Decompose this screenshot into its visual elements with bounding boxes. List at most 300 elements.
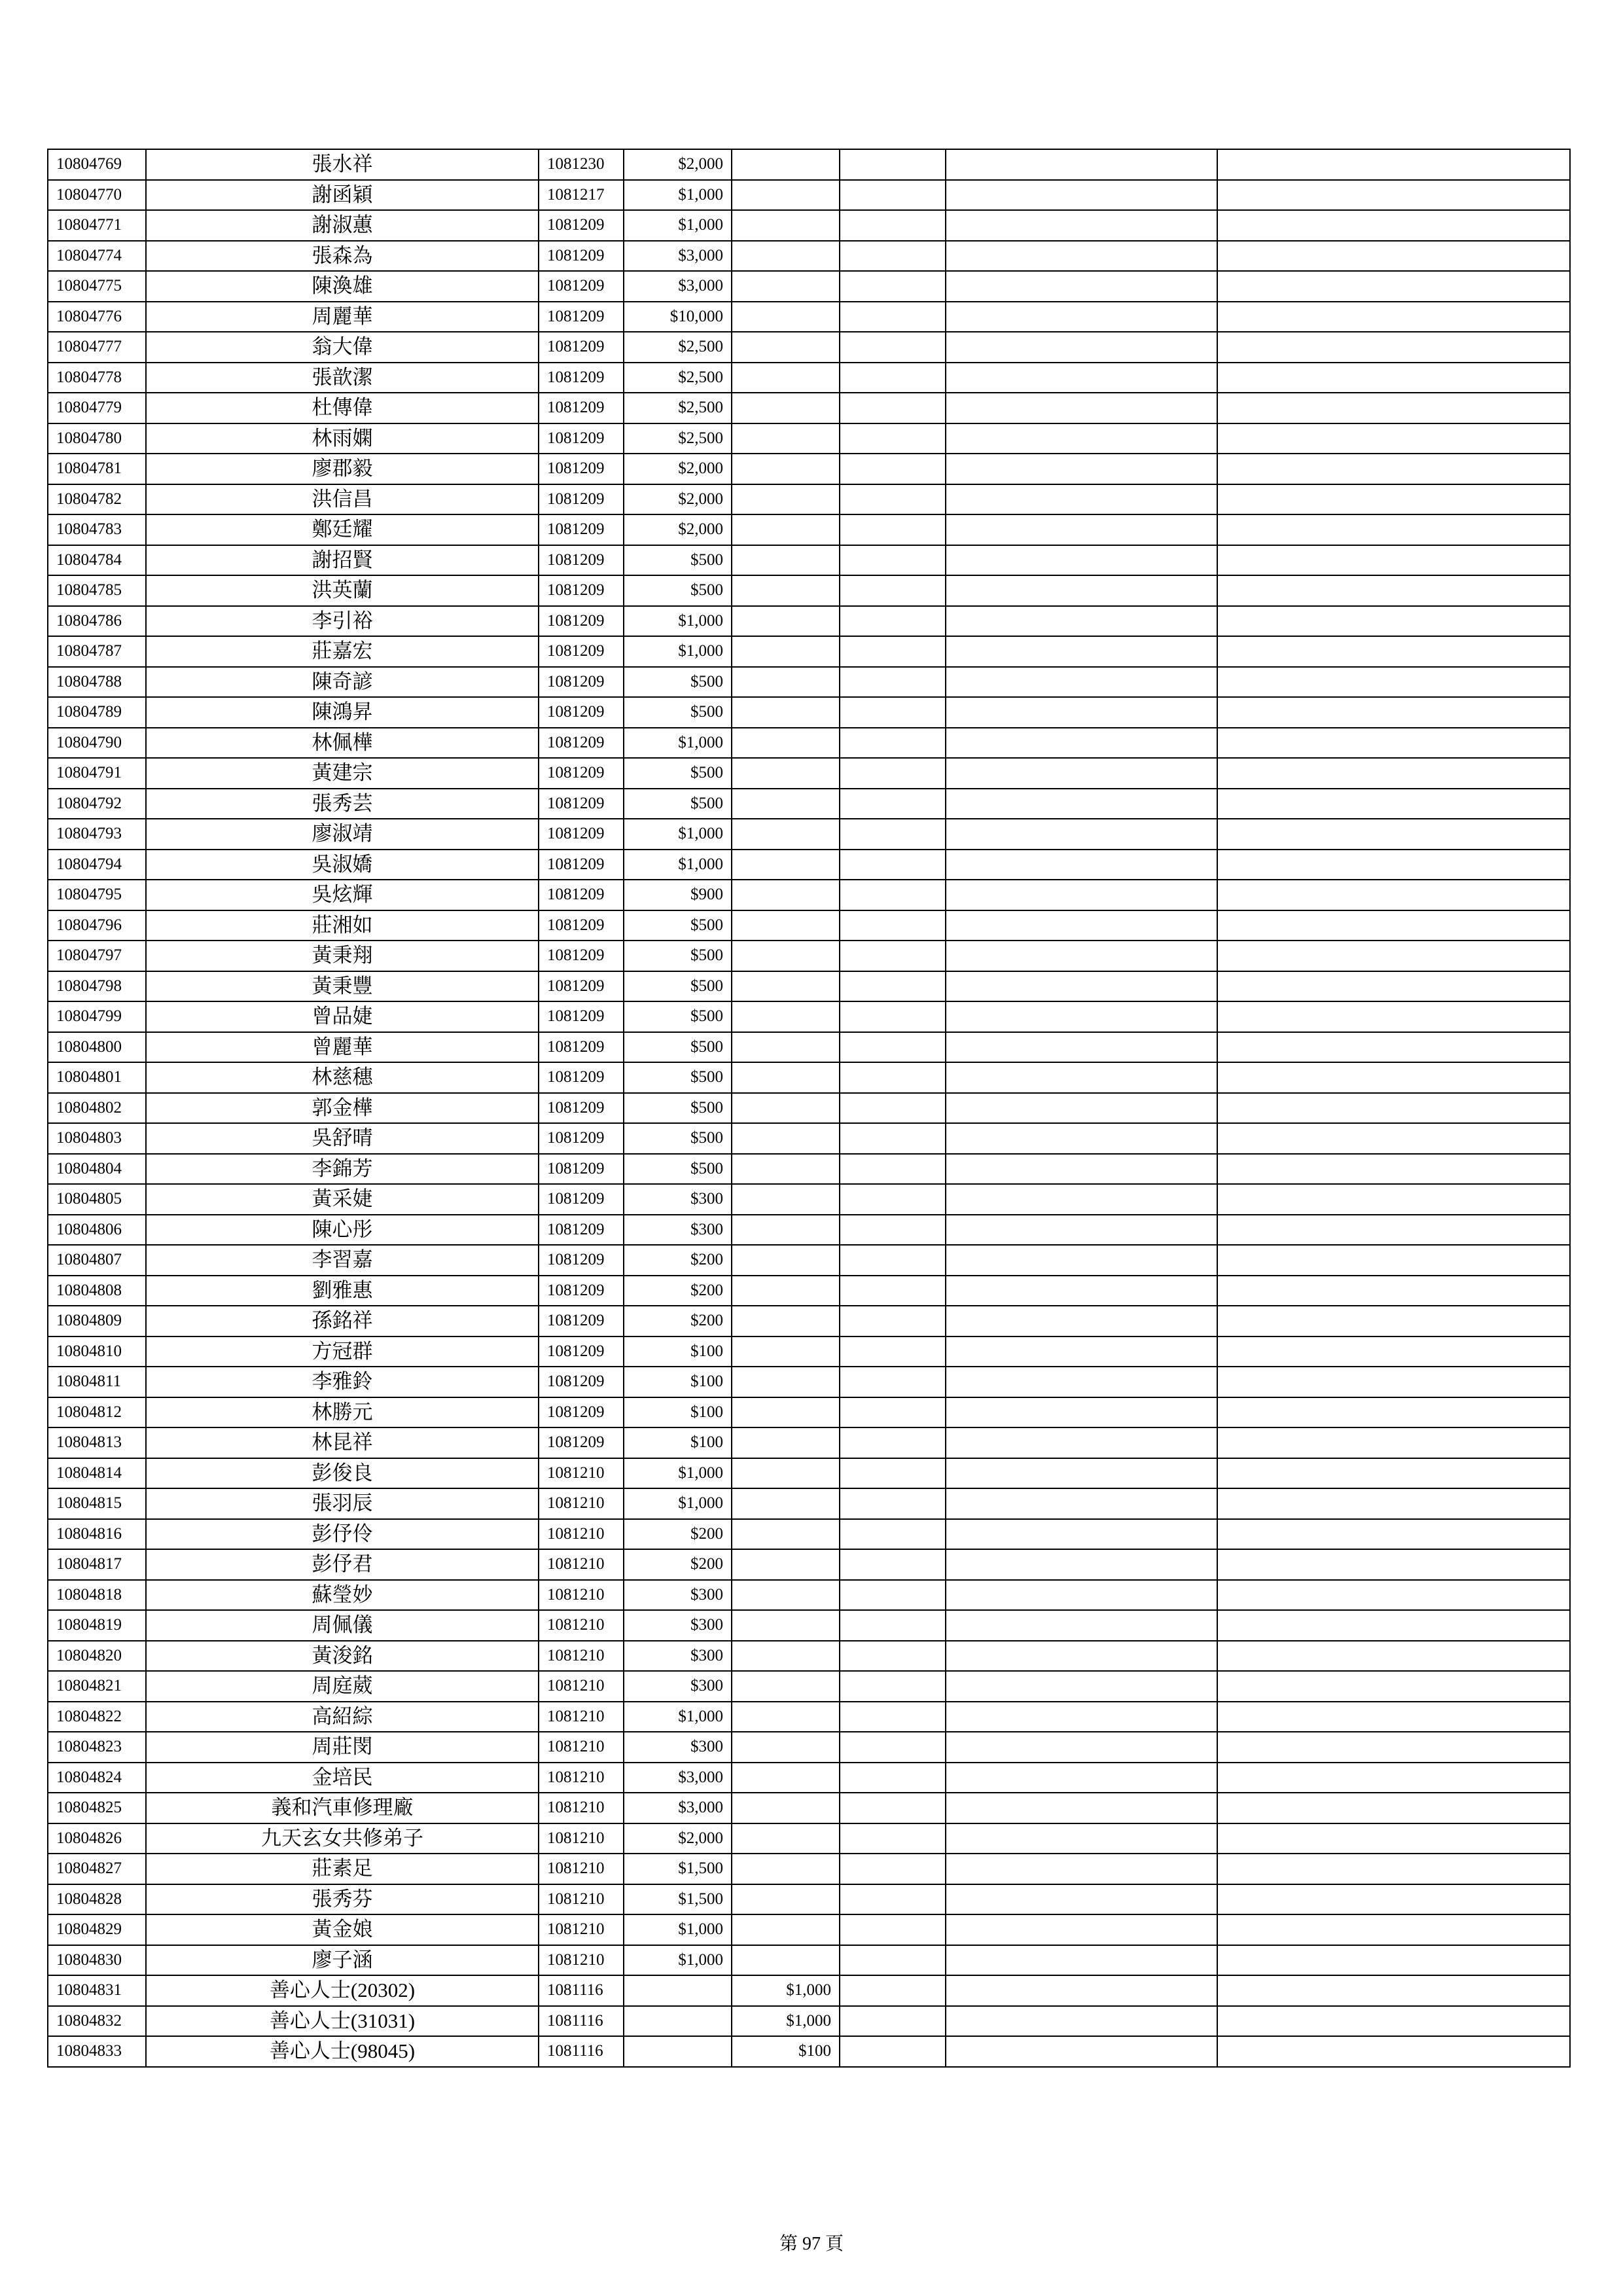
empty-cell <box>946 484 1217 515</box>
amount-cell: $500 <box>624 971 732 1002</box>
empty-cell <box>946 1671 1217 1702</box>
amount-cell: $200 <box>624 1549 732 1580</box>
donor-name-cell: 洪信昌 <box>146 484 539 515</box>
empty-cell <box>1217 758 1570 789</box>
table-row <box>48 302 1570 332</box>
empty-cell <box>1217 636 1570 667</box>
amount-cell: $2,500 <box>624 363 732 393</box>
receipt-number-cell: 10804819 <box>48 1610 146 1641</box>
date-cell: 1081209 <box>539 1215 624 1246</box>
receipt-number-cell: 10804832 <box>48 2006 146 2037</box>
donor-name-cell: 黃采婕 <box>146 1184 539 1215</box>
receipt-number-cell: 10804801 <box>48 1062 146 1093</box>
empty-cell <box>1217 910 1570 941</box>
empty-cell <box>840 2006 946 2037</box>
second-amount-cell <box>732 1914 840 1945</box>
empty-cell <box>946 910 1217 941</box>
empty-cell <box>840 149 946 180</box>
receipt-number-cell: 10804807 <box>48 1245 146 1276</box>
empty-cell <box>1217 1276 1570 1306</box>
date-cell: 1081116 <box>539 2036 624 2067</box>
table-row <box>48 1945 1570 1976</box>
date-cell: 1081209 <box>539 850 624 880</box>
amount-cell: $1,000 <box>624 1914 732 1945</box>
empty-cell <box>1217 514 1570 545</box>
donor-name-cell: 李引裕 <box>146 606 539 637</box>
empty-cell <box>840 1276 946 1306</box>
donor-name-cell: 林雨嫻 <box>146 423 539 454</box>
date-cell: 1081210 <box>539 1671 624 1702</box>
donor-name-cell: 張秀芬 <box>146 1884 539 1915</box>
table-row <box>48 1763 1570 1793</box>
empty-cell <box>1217 180 1570 211</box>
table-row <box>48 1093 1570 1124</box>
donor-name-cell: 陳鴻昇 <box>146 697 539 728</box>
empty-cell <box>1217 241 1570 272</box>
table-row <box>48 1306 1570 1336</box>
empty-cell <box>1217 1397 1570 1428</box>
empty-cell <box>840 1093 946 1124</box>
empty-cell <box>1217 1975 1570 2006</box>
second-amount-cell <box>732 728 840 759</box>
empty-cell <box>840 910 946 941</box>
table-row <box>48 423 1570 454</box>
table-row <box>48 606 1570 637</box>
empty-cell <box>840 636 946 667</box>
empty-cell <box>840 1945 946 1976</box>
empty-cell <box>946 332 1217 363</box>
date-cell: 1081209 <box>539 667 624 698</box>
empty-cell <box>840 941 946 971</box>
empty-cell <box>1217 1123 1570 1154</box>
empty-cell <box>1217 789 1570 819</box>
table-row <box>48 1549 1570 1580</box>
amount-cell: $500 <box>624 1154 732 1185</box>
amount-cell: $10,000 <box>624 302 732 332</box>
empty-cell <box>946 1427 1217 1458</box>
donor-name-cell: 陳心彤 <box>146 1215 539 1246</box>
receipt-number-cell: 10804816 <box>48 1519 146 1550</box>
amount-cell: $2,000 <box>624 454 732 484</box>
date-cell: 1081209 <box>539 1184 624 1215</box>
second-amount-cell <box>732 850 840 880</box>
date-cell: 1081209 <box>539 1001 624 1032</box>
second-amount-cell <box>732 1001 840 1032</box>
empty-cell <box>840 2036 946 2067</box>
donor-name-cell: 李錦芳 <box>146 1154 539 1185</box>
amount-cell: $2,000 <box>624 514 732 545</box>
table-row <box>48 636 1570 667</box>
table-row <box>48 514 1570 545</box>
empty-cell <box>946 454 1217 484</box>
donor-name-cell: 林慈穗 <box>146 1062 539 1093</box>
empty-cell <box>1217 302 1570 332</box>
table-row <box>48 1793 1570 1823</box>
table-row <box>48 1154 1570 1185</box>
amount-cell: $2,500 <box>624 423 732 454</box>
donor-name-cell: 黃秉翔 <box>146 941 539 971</box>
amount-cell: $300 <box>624 1671 732 1702</box>
date-cell: 1081210 <box>539 1823 624 1854</box>
amount-cell: $300 <box>624 1641 732 1672</box>
empty-cell <box>840 1397 946 1428</box>
empty-cell <box>840 1641 946 1672</box>
second-amount-cell <box>732 880 840 910</box>
empty-cell <box>946 1062 1217 1093</box>
empty-cell <box>946 667 1217 698</box>
empty-cell <box>1217 1001 1570 1032</box>
table-row <box>48 1123 1570 1154</box>
second-amount-cell <box>732 241 840 272</box>
amount-cell: $1,000 <box>624 636 732 667</box>
receipt-number-cell: 10804827 <box>48 1854 146 1884</box>
table-row <box>48 1732 1570 1763</box>
second-amount-cell <box>732 1519 840 1550</box>
receipt-number-cell: 10804785 <box>48 575 146 606</box>
empty-cell <box>840 1519 946 1550</box>
second-amount-cell <box>732 393 840 423</box>
date-cell: 1081209 <box>539 1093 624 1124</box>
donor-name-cell: 彭俊良 <box>146 1458 539 1489</box>
donor-name-cell: 黃秉豐 <box>146 971 539 1002</box>
empty-cell <box>946 1975 1217 2006</box>
second-amount-cell <box>732 941 840 971</box>
empty-cell <box>1217 697 1570 728</box>
empty-cell <box>1217 1519 1570 1550</box>
table-row <box>48 789 1570 819</box>
empty-cell <box>946 1884 1217 1915</box>
date-cell: 1081209 <box>539 1336 624 1367</box>
donor-name-cell: 林昆祥 <box>146 1427 539 1458</box>
amount-cell: $100 <box>624 1397 732 1428</box>
second-amount-cell <box>732 1062 840 1093</box>
table-row <box>48 971 1570 1002</box>
table-row <box>48 1580 1570 1611</box>
date-cell: 1081209 <box>539 241 624 272</box>
receipt-number-cell: 10804806 <box>48 1215 146 1246</box>
second-amount-cell <box>732 1427 840 1458</box>
empty-cell <box>1217 1580 1570 1611</box>
second-amount-cell <box>732 1276 840 1306</box>
empty-cell <box>840 1884 946 1915</box>
donor-name-cell: 方冠群 <box>146 1336 539 1367</box>
receipt-number-cell: 10804790 <box>48 728 146 759</box>
empty-cell <box>840 850 946 880</box>
second-amount-cell <box>732 514 840 545</box>
donor-name-cell: 翁大偉 <box>146 332 539 363</box>
empty-cell <box>946 697 1217 728</box>
empty-cell <box>840 180 946 211</box>
amount-cell: $100 <box>624 1367 732 1397</box>
receipt-number-cell: 10804809 <box>48 1306 146 1336</box>
date-cell: 1081209 <box>539 302 624 332</box>
donation-table <box>47 149 1571 2068</box>
empty-cell <box>1217 880 1570 910</box>
receipt-number-cell: 10804829 <box>48 1914 146 1945</box>
empty-cell <box>946 1245 1217 1276</box>
empty-cell <box>840 1123 946 1154</box>
donor-name-cell: 鄭廷耀 <box>146 514 539 545</box>
empty-cell <box>840 667 946 698</box>
empty-cell <box>946 1641 1217 1672</box>
empty-cell <box>840 1062 946 1093</box>
donor-name-cell: 莊嘉宏 <box>146 636 539 667</box>
empty-cell <box>946 1793 1217 1823</box>
second-amount-cell <box>732 1580 840 1611</box>
table-row <box>48 1519 1570 1550</box>
date-cell: 1081209 <box>539 393 624 423</box>
donor-name-cell: 蘇瑩妙 <box>146 1580 539 1611</box>
second-amount-cell <box>732 1702 840 1732</box>
donor-name-cell: 林佩樺 <box>146 728 539 759</box>
receipt-number-cell: 10804814 <box>48 1458 146 1489</box>
receipt-number-cell: 10804812 <box>48 1397 146 1428</box>
table-row <box>48 241 1570 272</box>
donor-name-cell: 謝招賢 <box>146 545 539 576</box>
receipt-number-cell: 10804818 <box>48 1580 146 1611</box>
date-cell: 1081210 <box>539 1549 624 1580</box>
amount-cell: $500 <box>624 758 732 789</box>
donor-name-cell: 張歆潔 <box>146 363 539 393</box>
receipt-number-cell: 10804804 <box>48 1154 146 1185</box>
receipt-number-cell: 10804821 <box>48 1671 146 1702</box>
donor-name-cell: 周佩儀 <box>146 1610 539 1641</box>
empty-cell <box>946 423 1217 454</box>
empty-cell <box>840 728 946 759</box>
empty-cell <box>946 1001 1217 1032</box>
empty-cell <box>1217 484 1570 515</box>
second-amount-cell <box>732 1154 840 1185</box>
empty-cell <box>1217 1488 1570 1519</box>
donor-name-cell: 謝淑蕙 <box>146 210 539 241</box>
date-cell: 1081210 <box>539 1702 624 1732</box>
table-row <box>48 1884 1570 1915</box>
date-cell: 1081209 <box>539 484 624 515</box>
date-cell: 1081209 <box>539 1397 624 1428</box>
amount-cell <box>624 2036 732 2067</box>
table-row <box>48 2006 1570 2037</box>
empty-cell <box>1217 606 1570 637</box>
table-row <box>48 667 1570 698</box>
table-row <box>48 1245 1570 1276</box>
date-cell: 1081209 <box>539 1367 624 1397</box>
date-cell: 1081210 <box>539 1519 624 1550</box>
table-row <box>48 1641 1570 1672</box>
table-row <box>48 1397 1570 1428</box>
receipt-number-cell: 10804769 <box>48 149 146 180</box>
date-cell: 1081209 <box>539 210 624 241</box>
donor-name-cell: 曾品婕 <box>146 1001 539 1032</box>
empty-cell <box>946 1336 1217 1367</box>
table-row <box>48 1276 1570 1306</box>
table-row <box>48 1367 1570 1397</box>
second-amount-cell <box>732 1458 840 1489</box>
date-cell: 1081209 <box>539 1427 624 1458</box>
empty-cell <box>1217 667 1570 698</box>
empty-cell <box>1217 545 1570 576</box>
empty-cell <box>946 728 1217 759</box>
table-row <box>48 1458 1570 1489</box>
donor-name-cell: 彭伃君 <box>146 1549 539 1580</box>
date-cell: 1081210 <box>539 1793 624 1823</box>
table-row <box>48 1488 1570 1519</box>
date-cell: 1081209 <box>539 789 624 819</box>
empty-cell <box>946 1823 1217 1854</box>
donor-name-cell: 劉雅惠 <box>146 1276 539 1306</box>
table-row <box>48 1427 1570 1458</box>
donor-name-cell: 黃浚銘 <box>146 1641 539 1672</box>
empty-cell <box>1217 1793 1570 1823</box>
donor-name-cell: 林勝元 <box>146 1397 539 1428</box>
empty-cell <box>946 941 1217 971</box>
empty-cell <box>840 697 946 728</box>
empty-cell <box>1217 1458 1570 1489</box>
empty-cell <box>1217 2036 1570 2067</box>
amount-cell: $300 <box>624 1580 732 1611</box>
empty-cell <box>1217 1336 1570 1367</box>
receipt-number-cell: 10804782 <box>48 484 146 515</box>
second-amount-cell <box>732 210 840 241</box>
receipt-number-cell: 10804777 <box>48 332 146 363</box>
receipt-number-cell: 10804789 <box>48 697 146 728</box>
amount-cell: $200 <box>624 1245 732 1276</box>
table-row <box>48 1854 1570 1884</box>
second-amount-cell <box>732 545 840 576</box>
donor-name-cell: 善心人士(98045) <box>146 2036 539 2067</box>
date-cell: 1081209 <box>539 636 624 667</box>
receipt-number-cell: 10804805 <box>48 1184 146 1215</box>
date-cell: 1081210 <box>539 1884 624 1915</box>
amount-cell: $1,000 <box>624 210 732 241</box>
donor-name-cell: 吳炫輝 <box>146 880 539 910</box>
second-amount-cell <box>732 1215 840 1246</box>
date-cell: 1081210 <box>539 1914 624 1945</box>
date-cell: 1081116 <box>539 1975 624 2006</box>
amount-cell: $3,000 <box>624 271 732 302</box>
table-row <box>48 454 1570 484</box>
receipt-number-cell: 10804795 <box>48 880 146 910</box>
empty-cell <box>840 1245 946 1276</box>
empty-cell <box>1217 1245 1570 1276</box>
empty-cell <box>946 1215 1217 1246</box>
empty-cell <box>1217 423 1570 454</box>
table-row <box>48 363 1570 393</box>
amount-cell: $300 <box>624 1215 732 1246</box>
second-amount-cell <box>732 149 840 180</box>
empty-cell <box>840 423 946 454</box>
empty-cell <box>840 1793 946 1823</box>
table-row <box>48 2036 1570 2067</box>
second-amount-cell <box>732 1763 840 1793</box>
amount-cell <box>624 1975 732 2006</box>
table-row <box>48 1184 1570 1215</box>
receipt-number-cell: 10804791 <box>48 758 146 789</box>
empty-cell <box>946 575 1217 606</box>
receipt-number-cell: 10804774 <box>48 241 146 272</box>
table-row <box>48 575 1570 606</box>
table-row <box>48 1671 1570 1702</box>
empty-cell <box>946 636 1217 667</box>
donor-name-cell: 黃建宗 <box>146 758 539 789</box>
table-row <box>48 1823 1570 1854</box>
amount-cell: $500 <box>624 575 732 606</box>
donor-name-cell: 吳舒晴 <box>146 1123 539 1154</box>
empty-cell <box>840 484 946 515</box>
empty-cell <box>946 2006 1217 2037</box>
empty-cell <box>840 575 946 606</box>
receipt-number-cell: 10804771 <box>48 210 146 241</box>
amount-cell: $3,000 <box>624 241 732 272</box>
receipt-number-cell: 10804813 <box>48 1427 146 1458</box>
empty-cell <box>1217 941 1570 971</box>
receipt-number-cell: 10804817 <box>48 1549 146 1580</box>
empty-cell <box>946 789 1217 819</box>
second-amount-cell <box>732 423 840 454</box>
second-amount-cell <box>732 606 840 637</box>
second-amount-cell <box>732 1184 840 1215</box>
amount-cell: $100 <box>624 1336 732 1367</box>
empty-cell <box>1217 1215 1570 1246</box>
amount-cell: $1,500 <box>624 1854 732 1884</box>
table-row <box>48 850 1570 880</box>
receipt-number-cell: 10804810 <box>48 1336 146 1367</box>
empty-cell <box>946 180 1217 211</box>
empty-cell <box>840 880 946 910</box>
empty-cell <box>946 1914 1217 1945</box>
donor-name-cell: 張水祥 <box>146 149 539 180</box>
amount-cell: $100 <box>624 1427 732 1458</box>
donor-name-cell: 廖子涵 <box>146 1945 539 1976</box>
empty-cell <box>840 1154 946 1185</box>
amount-cell <box>624 2006 732 2037</box>
receipt-number-cell: 10804780 <box>48 423 146 454</box>
receipt-number-cell: 10804784 <box>48 545 146 576</box>
second-amount-cell <box>732 1671 840 1702</box>
empty-cell <box>840 606 946 637</box>
table-row <box>48 910 1570 941</box>
receipt-number-cell: 10804823 <box>48 1732 146 1763</box>
date-cell: 1081209 <box>539 880 624 910</box>
table-row <box>48 941 1570 971</box>
second-amount-cell <box>732 1488 840 1519</box>
empty-cell <box>840 1763 946 1793</box>
date-cell: 1081210 <box>539 1610 624 1641</box>
empty-cell <box>946 971 1217 1002</box>
receipt-number-cell: 10804811 <box>48 1367 146 1397</box>
date-cell: 1081210 <box>539 1580 624 1611</box>
empty-cell <box>946 1488 1217 1519</box>
empty-cell <box>1217 271 1570 302</box>
empty-cell <box>1217 1702 1570 1732</box>
empty-cell <box>1217 210 1570 241</box>
table-row <box>48 697 1570 728</box>
second-amount-cell <box>732 1397 840 1428</box>
second-amount-cell <box>732 1854 840 1884</box>
amount-cell: $500 <box>624 1062 732 1093</box>
empty-cell <box>840 1732 946 1763</box>
receipt-number-cell: 10804831 <box>48 1975 146 2006</box>
amount-cell: $500 <box>624 941 732 971</box>
empty-cell <box>840 1914 946 1945</box>
date-cell: 1081209 <box>539 697 624 728</box>
receipt-number-cell: 10804779 <box>48 393 146 423</box>
receipt-number-cell: 10804830 <box>48 1945 146 1976</box>
second-amount-cell <box>732 1367 840 1397</box>
amount-cell: $300 <box>624 1184 732 1215</box>
empty-cell <box>840 1854 946 1884</box>
table-row <box>48 393 1570 423</box>
empty-cell <box>840 454 946 484</box>
